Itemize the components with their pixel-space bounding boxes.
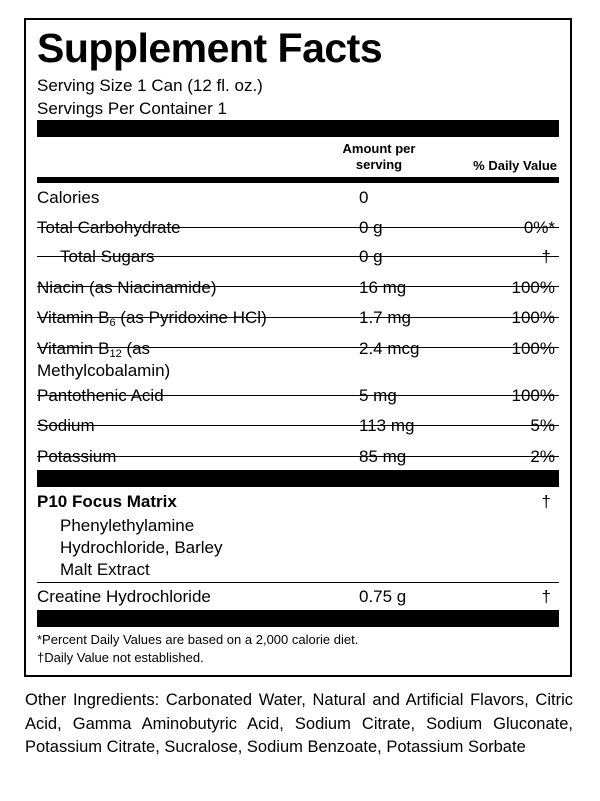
- nutrient-name: Pantothenic Acid: [37, 386, 164, 405]
- nutrient-name: Creatine Hydrochloride: [37, 587, 211, 606]
- thick-divider: [37, 610, 559, 627]
- nutrient-amount: 0.75 g: [359, 587, 407, 606]
- nutrient-amount: 2.4 mcg: [359, 339, 420, 358]
- nutrient-amount: 16 mg: [359, 278, 407, 297]
- nutrient-dv: 100%: [511, 308, 555, 327]
- row-divider: [37, 425, 559, 426]
- name-prefix: Vitamin B: [37, 339, 110, 358]
- nutrient-name: [37, 339, 150, 359]
- nutrient-dv: 100%: [511, 386, 555, 405]
- nutrient-amount: 1.7 mg: [359, 308, 411, 327]
- nutrient-name: Niacin (as Niacinamide): [37, 278, 217, 297]
- nutrient-name: Potassium: [37, 447, 117, 466]
- thick-divider: [37, 470, 559, 487]
- nutrient-name-line2: Methylcobalamin): [37, 361, 171, 380]
- nutrient-name: Calories: [37, 188, 100, 207]
- nutrient-amount: 113 mg: [359, 416, 415, 435]
- footnote-percent-dv: *Percent Daily Values are based on a 2,000 calorie diet.: [37, 632, 359, 647]
- blend-ingredient-line: Malt Extract: [60, 560, 150, 579]
- nutrient-dv: 2%: [530, 447, 555, 466]
- nutrient-amount: 0 g: [359, 218, 383, 237]
- nutrient-dv: 100%: [511, 339, 555, 358]
- nutrient-name: Sodium: [37, 416, 95, 435]
- supplement-facts-panel: [24, 18, 572, 677]
- nutrient-name: Total Sugars: [60, 247, 155, 266]
- name-subscript: 12: [109, 348, 122, 360]
- row-divider: [37, 582, 559, 583]
- nutrient-dv: 0%*: [523, 218, 555, 237]
- blend-name: P10 Focus Matrix: [37, 492, 177, 511]
- panel-title: Supplement Facts: [37, 25, 383, 71]
- other-ingredients: Other Ingredients: Carbonated Water, Natural and Artificial Flavors, Citric Acid, Gamma Aminobutyric Acid, Sodium Citrate, Sodium Gluconate, Potassium Citrate, Sucralose, Sodium Benzoate, Potassium Sorbate: [25, 691, 573, 756]
- nutrient-name: Total Carbohydrate: [37, 218, 181, 237]
- nutrient-dv: †: [541, 247, 551, 266]
- footnote-dv-not-established: †Daily Value not established.: [37, 650, 204, 665]
- blend-ingredient-line: Hydrochloride, Barley: [60, 538, 223, 557]
- name-suffix: (as: [121, 339, 151, 358]
- name-prefix: Vitamin B: [37, 308, 110, 327]
- nutrient-amount: 0: [359, 188, 369, 207]
- nutrient-name: [37, 308, 267, 328]
- thick-divider: [37, 120, 559, 137]
- amount-header: [329, 141, 429, 173]
- nutrient-dv: †: [541, 587, 551, 606]
- blend-ingredient-line: Phenylethylamine: [60, 516, 195, 535]
- serving-size: Serving Size 1 Can (12 fl. oz.): [37, 76, 263, 95]
- blend-dv: †: [541, 492, 551, 511]
- nutrient-dv: 100%: [511, 278, 555, 297]
- nutrient-amount: 5 mg: [359, 386, 397, 405]
- amount-header-line2: serving: [355, 157, 403, 172]
- nutrient-amount: 0 g: [359, 247, 383, 266]
- servings-per-container: Servings Per Container 1: [37, 99, 227, 118]
- amount-header-line1: Amount per: [342, 141, 416, 156]
- nutrient-amount: 85 mg: [359, 447, 407, 466]
- name-subscript: 6: [109, 317, 116, 329]
- daily-value-header: % Daily Value: [473, 158, 557, 173]
- nutrient-dv: 5%: [530, 416, 555, 435]
- name-suffix: (as Pyridoxine HCl): [115, 308, 267, 327]
- header-divider: [37, 177, 559, 183]
